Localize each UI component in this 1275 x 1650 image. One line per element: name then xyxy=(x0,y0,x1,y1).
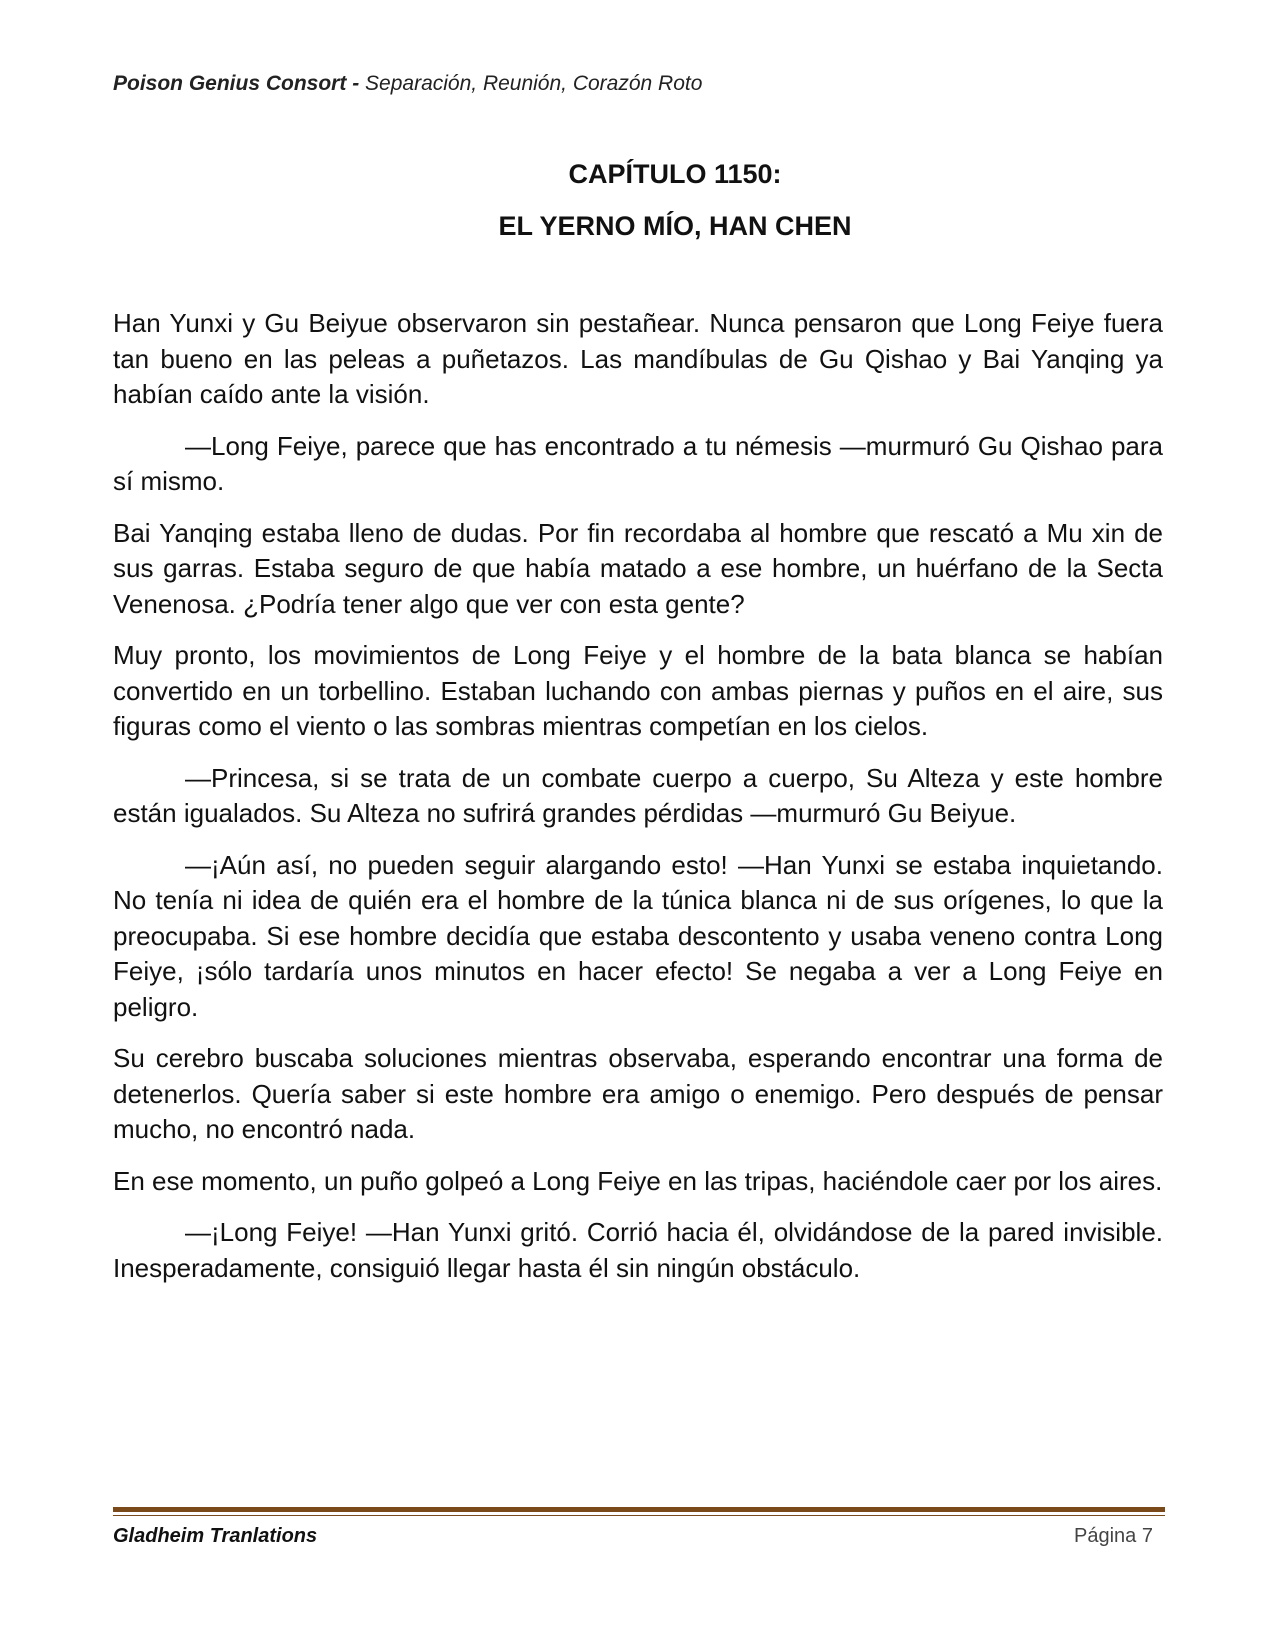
paragraph: Su cerebro buscaba soluciones mientras observaba, esperando encontrar una forma de detenerlos. Quería saber si este hombre era amigo o enemigo. Pero después de pensar mucho, no encontró nada. xyxy=(113,1043,1163,1144)
footer-rule-thin xyxy=(113,1515,1165,1516)
paragraph: Bai Yanqing estaba lleno de dudas. Por fin recordaba al hombre que rescató a Mu xin de sus garras. Estaba seguro de que había matado a ese hombre, un huérfano de la Secta Venenosa. ¿Podría tener algo que ver con esta gente? xyxy=(113,517,1163,619)
chapter-body xyxy=(113,306,1163,1302)
paragraph: Han Yunxi y Gu Beiyue observaron sin pestañear. Nunca pensaron que Long Feiye fuera tan bueno en las peleas a puñetazos. Las mandíbulas de Gu Qishao y Bai Yanqing ya habían caído ante la visión. xyxy=(113,308,1163,409)
paragraph: —Long Feiye, parece que has encontrado a tu némesis —murmuró Gu Qishao para sí mismo. xyxy=(113,430,1163,496)
chapter-number: CAPÍTULO 1150: xyxy=(568,159,782,189)
publisher-name: Gladheim Tranlations xyxy=(113,1525,318,1547)
footer-rule xyxy=(113,1507,1165,1512)
page-header xyxy=(113,72,702,96)
volume-title: Separación, Reunión, Corazón Roto xyxy=(365,72,703,95)
series-title: Poison Genius Consort xyxy=(113,72,347,95)
paragraph: —¡Long Feiye! —Han Yunxi gritó. Corrió hacia él, olvidándose de la pared invisible. Inesperadamente, consiguió llegar hasta él sin ningún obstáculo. xyxy=(113,1217,1163,1283)
paragraph: —Princesa, si se trata de un combate cuerpo a cuerpo, Su Alteza y este hombre están igualados. Su Alteza no sufrirá grandes pérdidas —murmuró Gu Beiyue. xyxy=(113,762,1163,828)
header-separator: - xyxy=(346,72,366,95)
page-number: Página 7 xyxy=(1074,1525,1153,1547)
paragraph: Muy pronto, los movimientos de Long Feiye y el hombre de la bata blanca se habían convertido en un torbellino. Estaban luchando con ambas piernas y puños en el aire, sus figuras como el viento o las sombras mientras competían en los cielos. xyxy=(113,640,1163,741)
chapter-heading xyxy=(0,148,1275,252)
chapter-title: EL YERNO MÍO, HAN CHEN xyxy=(498,211,852,241)
paragraph: En ese momento, un puño golpeó a Long Feiye en las tripas, haciéndole caer por los aires. xyxy=(113,1165,1163,1196)
paragraph: —¡Aún así, no pueden seguir alargando esto! —Han Yunxi se estaba inquietando. No tenía ni idea de quién era el hombre de la túnica blanca ni de sus orígenes, lo que la preocupaba. Si ese hombre decidía que estaba descontento y usaba veneno contra Long Feiye, ¡sólo tardaría unos minutos en hacer efecto! Se negaba a ver a Long Feiye en peligro. xyxy=(113,849,1163,1022)
